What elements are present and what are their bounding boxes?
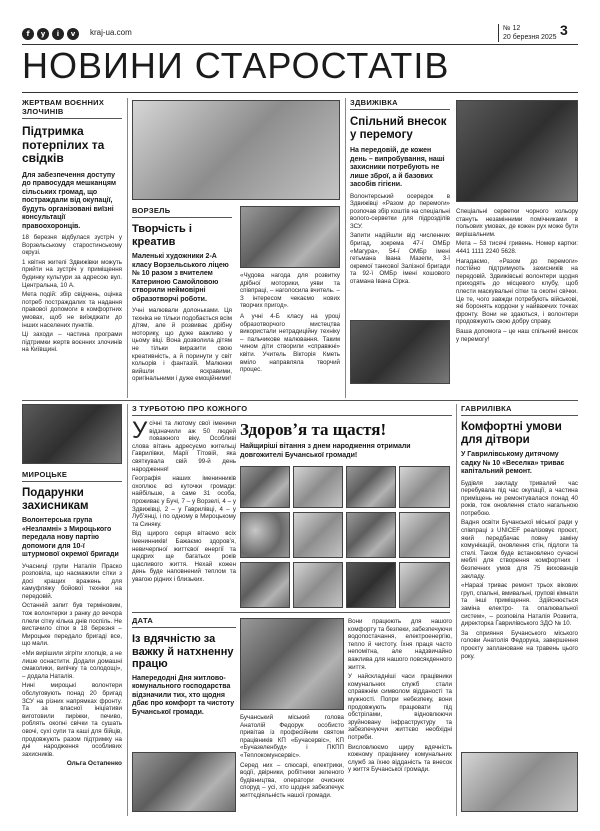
volunteers-nets-photo xyxy=(22,404,122,464)
volunteers-group-photo xyxy=(456,100,578,202)
portrait-photo xyxy=(346,512,396,558)
article-lead: У Гаврилівському дитячому садку № 10 «Веселка» триває капітальний ремонт. xyxy=(461,451,565,475)
paragraph: Учасниці групи Наталія Праско розповіла, що насмажили сітки з досі кращих вражень для камуфляжу бойової техніки на передовій. xyxy=(22,562,122,600)
article-lead: Для забезпечення доступу до правосуддя мешканцям сільських громад, що постраждали від окупації, будуть організовані виїзні консультації правоохоронців. xyxy=(22,171,117,230)
paragraph: У найскладніші часи працівники комунальних служб стали справжнім символом відданості та мужності. Попри небезпеку, вони продовжують працювати під обстрілами, відновлюючи зруйновану інфраструктуру та забезпечуючи життєво необхідні потреби. xyxy=(348,673,452,741)
viber-icon[interactable]: v xyxy=(67,28,79,40)
paragraph: Ці заходи – частина програми підтримки жертв воєнних злочинів на Київщині. xyxy=(22,331,122,354)
article-vorzel xyxy=(132,206,232,383)
portrait-photo xyxy=(399,466,450,508)
paragraph: Останній запит був терміновим, тож волонтерки з ранку до вечора плели сітку кілька днів поспіль. Не вистачило сітки в 18 березня – Мироцьке передало бригаді все, що мали. xyxy=(22,602,122,648)
paragraph: «Чудова нагода для розвитку дрібної моторики, уяви та співпраці, – наголосила вчитель. – З інтересом чекаємо нових творчих пригод». xyxy=(240,272,340,310)
article-utilities-cont2 xyxy=(348,618,452,774)
portrait-photo xyxy=(240,466,290,508)
rubric: МИРОЦЬКЕ xyxy=(22,470,122,482)
paragraph: Будівля закладу тривалий час перебувала під час окупації, а частина приміщень не ремонтувалася понад 40 років, тож оновлення стало нагальною потребою. xyxy=(461,479,578,517)
article-longevity-head xyxy=(240,420,450,460)
page-title: НОВИНИ СТАРОСТАТІВ xyxy=(22,45,450,86)
portrait-photo xyxy=(240,562,290,608)
article-vorzel-cont xyxy=(240,272,340,374)
issue-info xyxy=(498,24,557,42)
paragraph: Ваша допомога – це наш спільний внесок у перемогу! xyxy=(456,327,578,343)
kindergarten-renovation-photo xyxy=(461,752,578,812)
paragraph: 18 березня відбулася зустріч у Ворзельському старостинському окрузі. xyxy=(22,234,122,257)
article-victims xyxy=(22,98,122,354)
article-lead: Напередодні Дня житлово-комунального господарства відзначили тих, хто щодня дбає про комфорт та чистоту Бучанської громади. xyxy=(132,674,235,716)
column-divider xyxy=(456,404,457,816)
social-icons xyxy=(22,28,79,40)
article-title: Творчість і креатив xyxy=(132,223,192,248)
paragraph: Нині мироцькі волонтери обслуговують понад 20 бригад ЗСУ на різних напрямках фронту. Та за власної ініціативи виготовили пиріжки, печиво, роблять окопні свічки та сушать овочі, сухі супи та каші для бійців, продовжують разом підтримку на дні народження особливих захисників. xyxy=(22,682,122,758)
column-divider xyxy=(127,404,128,816)
paragraph: Запити надійшли від численних бригад, зокрема 47-ї ОМБр «Магура», 54-ї ОМБр імені гетьмана Івана Мазепи, 3-ї окремої танкової Залізної бригади та 92-ї ОМБр імені кошового отамана Івана Сірка. xyxy=(350,232,450,286)
paragraph: Мета подій: збір свідчень, оцінка потреб постраждалих та надання правової допомоги в комфортних умовах, щоб не виїжджати до інших населених пунктів. xyxy=(22,291,122,329)
portrait-photo xyxy=(293,466,343,508)
paragraph: «Ми вирішили зігріти хлопців, а не лише оснастити. Додали домашні смаколики, випічку та солодощі», – додала Наталія. xyxy=(22,650,122,680)
paragraph: Від щирого серця вітаємо всіх іменинників! Бажаємо здоровʼя, невичерпної життєвої енергії та щедрих ще багатьох років щасливого життя. Нехай кожен день буде наповнений теплом та увагою рідних і близьких. xyxy=(132,530,236,583)
paragraph: Серед них – слюсарі, електрики, водії, двірники, робітники зеленого будівництва, оператори очисних споруд – усі, хто щодня забезпечує життєдіяльність нашої громади. xyxy=(240,761,344,799)
workers-group-photo xyxy=(240,618,344,710)
youtube-icon[interactable]: y xyxy=(37,28,49,40)
portraits-grid xyxy=(240,466,450,608)
article-title: Підтримка потерпілих та свідків xyxy=(22,124,105,165)
article-zdvyzhivka xyxy=(350,98,450,286)
paragraph: Мета – 53 тисячі гривень. Номер картки: 4441 1111 2240 5628. xyxy=(456,240,578,255)
article-longevity-text xyxy=(132,417,236,583)
paragraph: Вадня освіти Бучанської міської ради у співпраці з UNICEF реалізовує проєкт, який передбачає повну заміну комунікацій, оновлення стін, підлоги та стелі. Також буде встановлено сучасні меблі для створення комфортних і безпечних умов для 75 вихованців закладу. xyxy=(461,519,578,580)
article-longevity xyxy=(132,404,452,416)
portrait-photo xyxy=(293,562,343,608)
column-divider xyxy=(127,98,128,398)
volunteers-photo xyxy=(350,320,450,384)
article-title: Здоровʼя та щастя! xyxy=(240,420,387,439)
rubric: З ТУРБОТОЮ ПРО КОЖНОГО xyxy=(132,404,452,416)
paragraph: Висловлюємо щиру вдячність кожному працівнику комунальних служб за їхню відданість та внесок у життя Бучанської громади. xyxy=(348,743,452,774)
article-utilities-cont xyxy=(240,714,344,800)
paragraph: Спеціальні серветки чорного кольору стануть незамінними помічниками в польових умовах, де кожен рух може бути вирішальним. xyxy=(456,208,578,238)
flowers-photo xyxy=(240,512,290,558)
rubric: ГАВРИЛІВКА xyxy=(461,404,578,416)
rubric: ВОРЗЕЛЬ xyxy=(132,206,232,218)
rubric: ЗДВИЖІВКА xyxy=(350,98,450,110)
drop-cap: У xyxy=(132,417,148,444)
paragraph: Нагадаємо, «Разом до перемоги» постійно підтримують захисників на передовій. Здвижівські волонтери щодня приходять до місцевого клубу, щоб плести маскувальні сітки та окопні свічки. Це те, чого завжди потребують військові, які боронять кордони у найважчих точках фронту. Вони не здаються, і волонтери продовжують свою добру справу. xyxy=(456,257,578,326)
flowers-drawing-photo xyxy=(240,206,340,268)
rubric: ЖЕРТВАМ ВОЄННИХ ЗЛОЧИНІВ xyxy=(22,98,122,119)
paragraph: За сприяння Бучанського міського голови Анатолія Федорука, завершення проєкту заплановане на травень цього року. xyxy=(461,629,578,660)
site-url[interactable]: kraj-ua.com xyxy=(90,28,132,37)
portrait-photo xyxy=(399,562,450,608)
article-title: Подарунки захисникам xyxy=(22,487,89,512)
article-myrotske xyxy=(22,470,122,767)
divider xyxy=(22,400,578,401)
facebook-icon[interactable]: f xyxy=(22,28,34,40)
page-number: 3 xyxy=(560,22,568,38)
paragraph: Усічні та лютому свої іменини відзначили аж 50 людей поважного віку. Особливі слова вітань адресуємо жительці Гаврилівки, Марії Тітовій, яка святкувала свій 99-й день народження! xyxy=(132,417,236,473)
instagram-icon[interactable]: i xyxy=(52,28,64,40)
rubric: ДАТА xyxy=(132,616,236,628)
article-kindergarten xyxy=(461,404,578,660)
article-title: Із вдячністю за важку й натхненну працю xyxy=(132,633,234,670)
article-lead: Маленькі художники 2-А класу Ворзельського ліцею № 10 разом з вчителем Катериною Самойловою створили неймовірні образотворчі роботи. xyxy=(132,253,229,303)
portrait-photo xyxy=(399,512,450,558)
portrait-photo xyxy=(346,562,396,608)
paragraph: «Наразі триває ремонт трьох вікових груп, спальні, вмивальні, групові кімнати та інші приміщення. Здійснюється заміна електро- та опалювальної систем», – розповіла Наталія Розвита, директорка Гаврилівського ЗДО № 10. xyxy=(461,582,578,628)
article-lead: На передовій, де кожен день – випробування, наші захисники потребують не лише зброї, а й базових засобів гігієни. xyxy=(350,147,445,188)
paragraph: А учні 4-Б класу на уроці образотворчого мистецтва використали нетрадиційну техніку – пальчикове малювання. Таким чином діти створили «справжні» квіти. Учитель Вікторія Кметь вміло направляла творчий процес. xyxy=(240,312,340,374)
author-name: Ольга Остапенко xyxy=(66,760,122,768)
article-title: Спільний внесок у перемогу xyxy=(350,116,447,141)
paragraph: Географія наших іменинників охоплює всі куточки громади: найбільше, а саме 31 особа, проживає у Бучі, 7 – у Ворзелі, 4 – у Здвижівці, 2 – у Гаврилівці, 4 – у Лубʼянці, і по одному в Мироцькому та Синяку. xyxy=(132,475,236,528)
portrait-photo xyxy=(346,466,396,508)
divider xyxy=(132,612,450,613)
paragraph: Бучанський міський голова Анатолій Федорук особисто привітав із професійним святом працівників КП «Бучасервіс», КП «Бучазеленбуд» і ПКПП «Теплокомунсервіс». xyxy=(240,714,344,759)
article-zdvyzhivka-cont xyxy=(456,208,578,343)
divider xyxy=(22,92,578,93)
article-lead: Найщиріші вітання з днем народження отримали довгожителі Бучанської громади! xyxy=(240,443,411,459)
paragraph: Волонтерський осередок в Здвижівці «Разом до перемоги» розпочав збір коштів на спеціальні волого-серветки для підрозділів ЗСУ. xyxy=(350,192,450,230)
paragraph: Учні малювали долоньками. Ця техніка не тільки подобається всім дітям, але й розвиває дрібну моторику, що дуже важливо у цьому віці. Вона дозволила дітям не тільки виразити свою креативність, а й поринути у світ кольорів і фантазій. Малюнки вийшли яскравими, оригінальними і дуже емоційними! xyxy=(132,307,232,383)
paragraph: 1 квітня жителі Здвижівки можуть прийти на зустріч у приміщення будинку культури за адресою вул. Центральна, 10 А. xyxy=(22,258,122,289)
issue-date: 20 березня 2025 xyxy=(503,34,557,41)
article-utilities xyxy=(132,616,236,717)
article-title: Комфортні умови для дітвори xyxy=(461,421,562,446)
children-drawings-photo xyxy=(132,100,340,200)
issue-number: № 12 xyxy=(503,25,521,32)
award-ceremony-photo xyxy=(132,752,236,812)
article-lead: Волонтерська група «Незламні» з Мироцького передала нову партію допомоги для 10-ї штурмової окремої бригади xyxy=(22,517,119,558)
portrait-photo xyxy=(293,512,343,558)
column-divider xyxy=(345,98,346,398)
paragraph: Вони працюють для нашого комфорту та безпеки, забезпечуючи водопостачання, електроенергію, тепло й чистоту. Їхня праця часто непомітна, але надзвичайно важлива для нашого повсякденного життя. xyxy=(348,618,452,671)
